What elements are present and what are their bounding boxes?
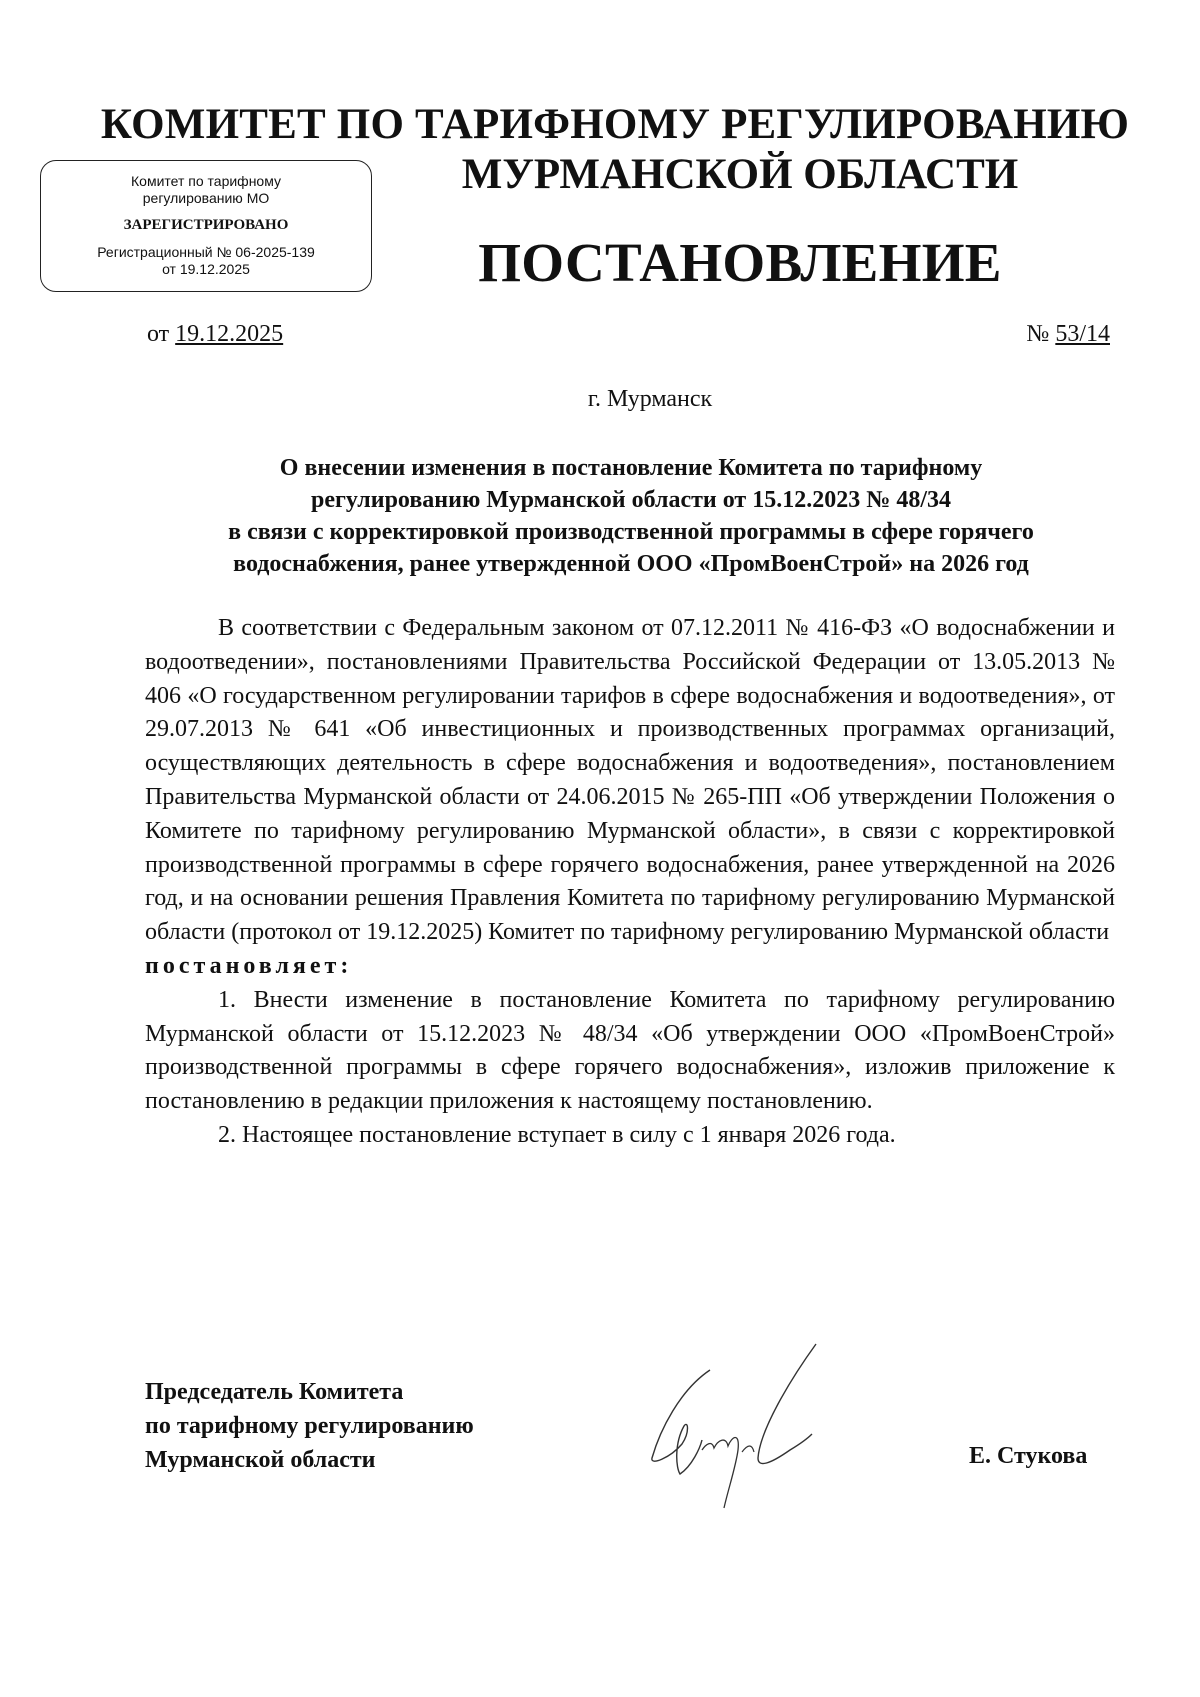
city: г. Мурманск [587, 386, 713, 412]
number-value: 53/14 [1055, 321, 1110, 347]
position-line1: Председатель Комитета [145, 1379, 404, 1405]
stamp-reg-date: от 19.12.2025 [162, 261, 250, 277]
title-line3: в связи с корректировкой производственной программы в сфере горячего [228, 519, 1034, 545]
document-title [150, 452, 1112, 580]
position-line3: Мурманской области [145, 1447, 376, 1473]
date-prefix: от [147, 321, 170, 347]
signatory-name: Е. Стукова [969, 1443, 1088, 1469]
document-number [1026, 321, 1110, 348]
preamble-paragraph: В соответствии с Федеральным законом от 07.12.2011 № 416-ФЗ «О водоснабжении и водоотведении», постановлениями Правительства Российской Федерации от 13.05.2013 № 406 «О государственном регулировании тарифов в сфере водоснабжения и водоотведения», от 29.07.2013 № 641 «Об инвестиционных и производственных программах организаций, осуществляющих деятельность в сфере водоснабжения и водоотведения», постановлением Правительства Мурманской области от 24.06.2015 № 265-ПП «Об утверждении Положения о Комитете по тарифному регулированию Мурманской области», в связи с корректировкой производственной программы в сфере горячего водоснабжения, ранее утвержденной на 2026 год, и на основании решения Правления Комитета по тарифному регулированию Мурманской области (протокол от 19.12.2025) Комитет по тарифному регулированию Мурманской области [145, 615, 1115, 946]
stamp-org-line1: Комитет по тарифному [131, 173, 281, 189]
stamp-status: ЗАРЕГИСТРИРОВАНО [123, 217, 289, 233]
signatory-position [145, 1375, 474, 1477]
header-committee-line2: МУРМАНСКОЙ ОБЛАСТИ [461, 151, 1019, 198]
title-line4: водоснабжения, ранее утвержденной ООО «ПромВоенСтрой» на 2026 год [233, 551, 1029, 577]
stamp-reg-number: Регистрационный № 06-2025-139 [97, 244, 315, 260]
position-line2: по тарифному регулированию [145, 1413, 474, 1439]
document-type-heading: ПОСТАНОВЛЕНИЕ [478, 232, 1002, 293]
title-line2: регулированию Мурманской области от 15.12.2023 № 48/34 [310, 487, 952, 513]
item-2: 2. Настоящее постановление вступает в силу с 1 января 2026 года. [218, 1121, 896, 1148]
resolves-word: постановляет: [145, 952, 353, 979]
document-date [147, 321, 283, 348]
item-1: 1. Внести изменение в постановление Комитета по тарифному регулированию Мурманской области от 15.12.2023 № 48/34 «Об утверждении ООО «ПромВоенСтрой» производственной программы в сфере горячего водоснабжения», изложив приложение к постановлению в редакции приложения к настоящему постановлению. [145, 986, 1115, 1115]
date-value: 19.12.2025 [175, 321, 284, 347]
handwritten-signature [640, 1340, 850, 1510]
number-prefix: № [1026, 321, 1050, 347]
title-line1: О внесении изменения в постановление Комитета по тарифному [279, 455, 983, 481]
header-committee-line1: КОМИТЕТ ПО ТАРИФНОМУ РЕГУЛИРОВАНИЮ [100, 101, 1130, 148]
registration-stamp [40, 160, 372, 292]
document-body [145, 612, 1115, 1153]
stamp-org-line2: регулированию МО [142, 190, 270, 206]
